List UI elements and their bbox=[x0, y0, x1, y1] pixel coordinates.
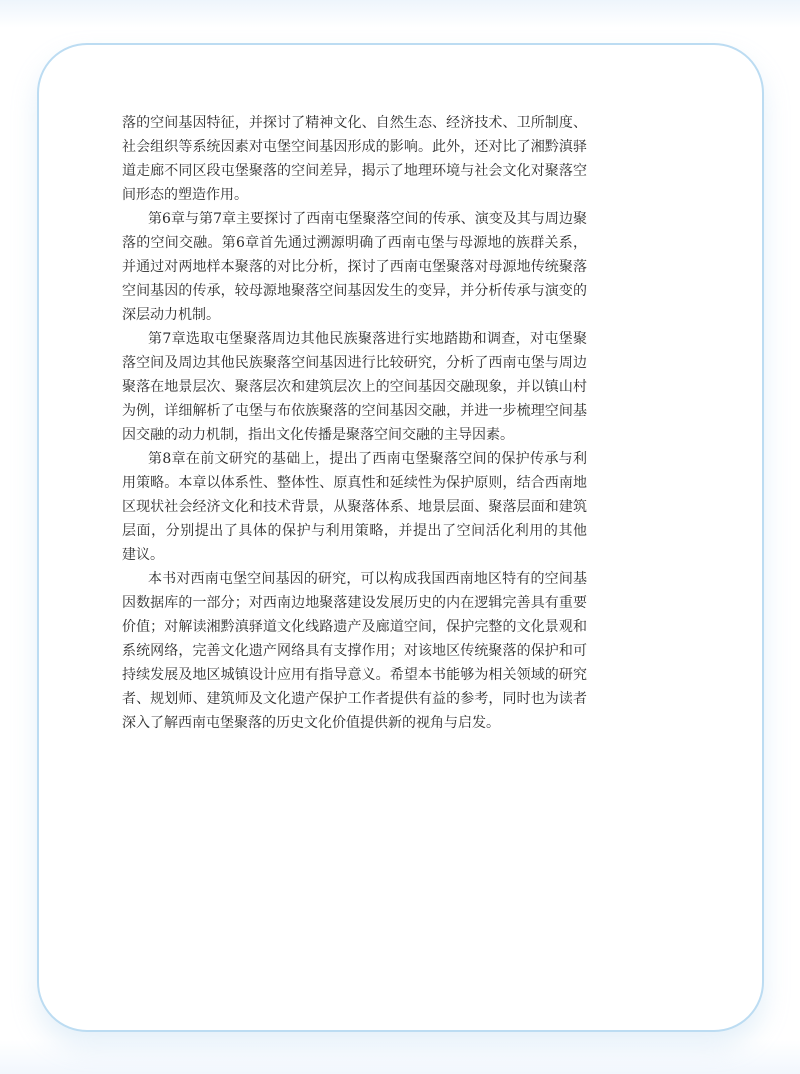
text-line: 落的空间基因特征，并探讨了精神文化、自然生态、经济技术、卫所制度、 bbox=[122, 115, 587, 131]
paragraph bbox=[122, 327, 587, 447]
paragraph bbox=[122, 207, 587, 327]
text-line: 第6章与第7章主要探讨了西南屯堡聚落空间的传承、演变及其与周边聚 bbox=[148, 211, 587, 227]
text-line: 道走廊不同区段屯堡聚落的空间差异，揭示了地理环境与社会文化对聚落空 bbox=[122, 163, 587, 179]
text-line: 因交融的动力机制，指出文化传播是聚落空间交融的主导因素。 bbox=[122, 427, 514, 443]
text-line: 深层动力机制。 bbox=[122, 307, 220, 323]
text-line: 系统网络，完善文化遗产网络具有支撑作用；对该地区传统聚落的保护和可 bbox=[122, 643, 587, 659]
paragraph bbox=[122, 447, 587, 567]
text-line: 持续发展及地区城镇设计应用有指导意义。希望本书能够为相关领域的研究 bbox=[122, 667, 587, 683]
text-line: 空间基因的传承，较母源地聚落空间基因发生的变异，并分析传承与演变的 bbox=[122, 283, 587, 299]
text-line: 建议。 bbox=[122, 547, 164, 563]
text-line: 间形态的塑造作用。 bbox=[122, 187, 248, 203]
body-text bbox=[122, 111, 587, 735]
paragraph bbox=[122, 111, 587, 207]
text-line: 落的空间交融。第6章首先通过溯源明确了西南屯堡与母源地的族群关系， bbox=[122, 235, 587, 251]
text-line: 社会组织等系统因素对屯堡空间基因形成的影响。此外，还对比了湘黔滇驿 bbox=[122, 139, 587, 155]
text-line: 因数据库的一部分；对西南边地聚落建设发展历史的内在逻辑完善具有重要 bbox=[122, 595, 587, 611]
text-line: 区现状社会经济文化和技术背景，从聚落体系、地景层面、聚落层面和建筑 bbox=[122, 499, 587, 515]
text-line: 用策略。本章以体系性、整体性、原真性和延续性为保护原则，结合西南地 bbox=[122, 475, 587, 491]
text-line: 层面，分别提出了具体的保护与利用策略，并提出了空间活化利用的其他 bbox=[122, 523, 587, 539]
text-line: 并通过对两地样本聚落的对比分析，探讨了西南屯堡聚落对母源地传统聚落 bbox=[122, 259, 587, 275]
text-line: 聚落在地景层次、聚落层次和建筑层次上的空间基因交融现象，并以镇山村 bbox=[122, 379, 587, 395]
text-line: 为例，详细解析了屯堡与布依族聚落的空间基因交融，并进一步梳理空间基 bbox=[122, 403, 587, 419]
text-line: 深入了解西南屯堡聚落的历史文化价值提供新的视角与启发。 bbox=[122, 715, 500, 731]
text-line: 本书对西南屯堡空间基因的研究，可以构成我国西南地区特有的空间基 bbox=[148, 571, 587, 587]
text-line: 价值；对解读湘黔滇驿道文化线路遗产及廊道空间，保护完整的文化景观和 bbox=[122, 619, 587, 635]
text-line: 落空间及周边其他民族聚落空间基因进行比较研究，分析了西南屯堡与周边 bbox=[122, 355, 587, 371]
text-line: 第7章选取屯堡聚落周边其他民族聚落进行实地踏勘和调查，对屯堡聚 bbox=[148, 331, 587, 347]
text-line: 第8章在前文研究的基础上，提出了西南屯堡聚落空间的保护传承与利 bbox=[148, 451, 587, 467]
text-line: 者、规划师、建筑师及文化遗产保护工作者提供有益的参考，同时也为读者 bbox=[122, 691, 587, 707]
paragraph bbox=[122, 567, 587, 735]
